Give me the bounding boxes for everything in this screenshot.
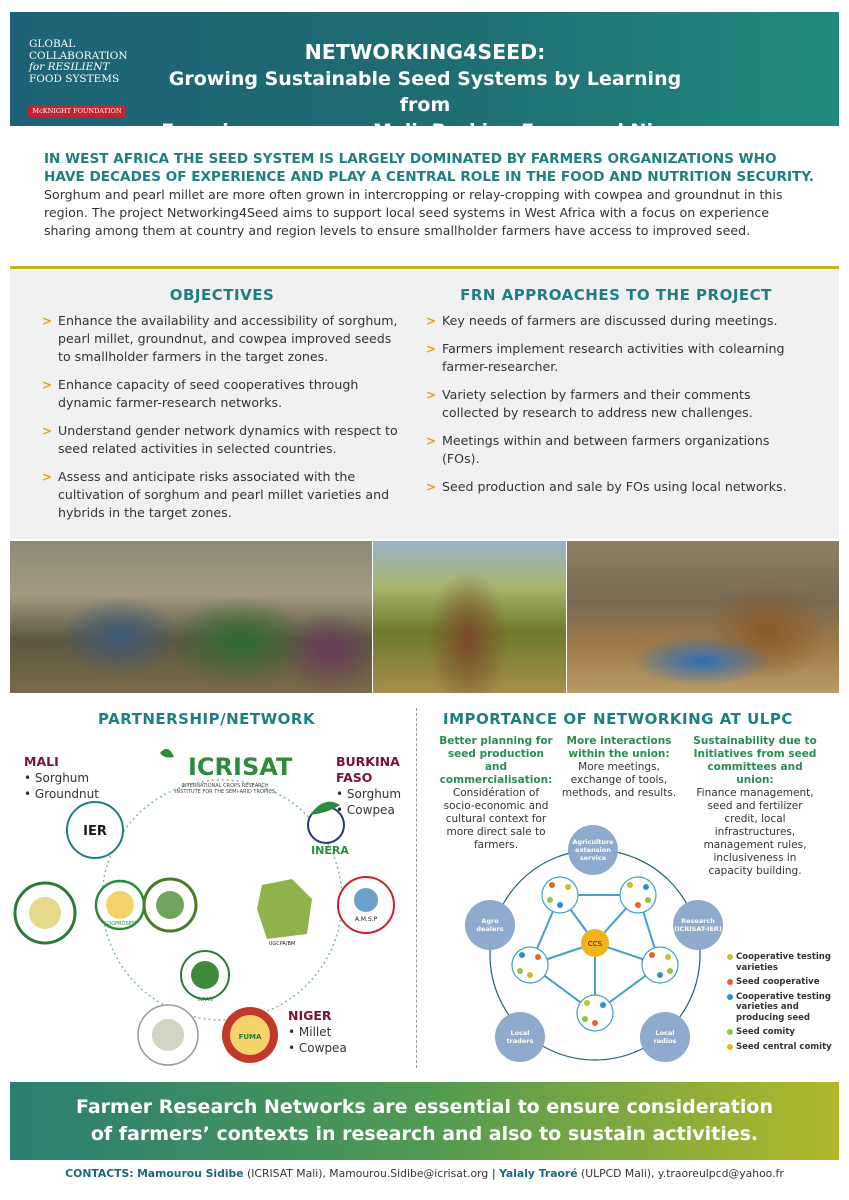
svg-text:IER: IER — [83, 824, 107, 839]
coop-logo-1 — [15, 883, 75, 943]
list-item: • Cowpea — [288, 1041, 347, 1055]
importance-col-interactions — [560, 735, 678, 800]
ulpc-network-diagram — [460, 825, 725, 1075]
node-label: Local — [510, 1029, 530, 1037]
importance-text: More meetings, exchange of tools, methods, and results. — [561, 761, 677, 799]
column-divider — [416, 708, 417, 1068]
country-mali — [24, 754, 99, 802]
list-item: > Variety selection by farmers and their comments collected by research to address new challenges. — [426, 387, 753, 420]
node-label: (ICRISAT-IER) — [674, 925, 722, 933]
svg-text:UGCPA/BM: UGCPA/BM — [268, 941, 296, 947]
importance-heading: More interactions within the union: — [566, 735, 672, 760]
svg-text:INRAN: INRAN — [197, 997, 213, 1003]
contacts-label: CONTACTS: — [65, 1167, 134, 1180]
svg-text:INERA: INERA — [311, 844, 349, 857]
brand-line: FOOD SYSTEMS — [29, 72, 120, 85]
icrisat-subtitle: INTERNATIONAL CROPS RESEARCH — [181, 783, 269, 789]
legend-dot-icon — [727, 994, 733, 1000]
legend-dot-icon — [727, 954, 733, 960]
chevron-right-icon: > — [426, 388, 437, 402]
country-name: BURKINA — [336, 754, 400, 769]
legend-dot-icon — [727, 1029, 733, 1035]
icrisat-name: ICRISAT — [188, 753, 293, 781]
country-name: MALI — [24, 754, 59, 769]
brand-line: COLLABORATION — [29, 49, 128, 62]
chevron-right-icon: > — [426, 480, 437, 494]
list-item: > Meetings within and between farmers organizations (FOs). — [426, 433, 770, 466]
ier-logo — [67, 802, 123, 858]
legend-item: Seed central comity — [727, 1042, 849, 1053]
legend-item: Seed cooperative — [727, 977, 849, 988]
chevron-right-icon: > — [42, 424, 53, 438]
importance-text: Considération of socio-economic and cultural context for more direct sale to farmers. — [443, 787, 549, 851]
contact-separator: | — [491, 1167, 496, 1180]
list-item: > Understand gender network dynamics with respect to seed related activities in selected countries. — [42, 423, 398, 456]
chevron-right-icon: > — [426, 342, 437, 356]
list-item: • Millet — [288, 1025, 332, 1039]
node-label: extension — [575, 846, 611, 854]
node-label: Agro — [481, 917, 499, 925]
country-niger — [288, 1008, 347, 1056]
contact-name: Mamourou Sidibe — [137, 1167, 244, 1180]
importance-heading: Better planning for seed production and commercialisation: — [439, 735, 553, 786]
contact-name: Yalaly Traoré — [499, 1167, 578, 1180]
contact-info: (ULPCD Mali), y.traoreulpcd@yahoo.fr — [580, 1167, 784, 1180]
conclusion-text: Farmer Research Networks are essential to ensure consideration of farmers’ contexts in research and also to sustain activities. — [76, 1096, 773, 1145]
list-item: > Key needs of farmers are discussed during meetings. — [426, 313, 778, 328]
diagram-legend — [727, 952, 849, 1056]
approaches-column — [426, 286, 806, 506]
node-label: Local — [655, 1029, 675, 1037]
legend-item: Cooperative testing varieties — [727, 952, 849, 973]
conclusion-banner — [10, 1082, 839, 1160]
node-label: Agriculture — [572, 838, 614, 846]
ccs-label: CCS — [587, 940, 603, 948]
node-label: service — [579, 854, 607, 862]
contacts-line — [10, 1167, 839, 1180]
svg-text:FUMA: FUMA — [238, 1033, 262, 1041]
foundation-badge: McKNIGHT FOUNDATION — [28, 105, 126, 117]
importance-title: IMPORTANCE OF NETWORKING AT ULPC — [443, 710, 793, 728]
list-item: > Assess and anticipate risks associated with the cultivation of sorghum and pearl millet varieties and hybrids in the target zones. — [42, 469, 390, 520]
objectives-column — [42, 286, 402, 532]
brand-line: GLOBAL — [29, 38, 76, 50]
intro-lead: IN WEST AFRICA THE SEED SYSTEM IS LARGELY DOMINATED BY FARMERS ORGANIZATIONS WHO HAVE DECADES OF EXPERIENCE AND PLAY A CENTRAL ROLE IN THE FOOD AND NUTRITION SECURITY. — [44, 151, 815, 185]
country-burkina-faso — [336, 754, 401, 818]
chevron-right-icon: > — [426, 314, 437, 328]
svg-text:A.M.S.P: A.M.S.P — [354, 916, 378, 923]
title-main: NETWORKING4SEED: — [304, 40, 546, 64]
title-sub-2: Experiences across Mali, Burkina Faso, and Niger — [161, 120, 689, 142]
partnership-title: PARTNERSHIP/NETWORK — [98, 710, 316, 728]
node-label: dealers — [476, 925, 504, 933]
title-sub-1: Growing Sustainable Seed Systems by Learning from — [168, 68, 682, 116]
intro-body: Sorghum and pearl millet are more often grown in intercropping or relay-cropping with cowpea and groundnut in this region. The project Networking4Seed aims to support local seed systems in West Africa with a focus on experience sharing among them at country and region levels to ensure smallholder farmers have access to improved seed. — [44, 187, 783, 238]
list-item: > Enhance capacity of seed cooperatives through dynamic farmer-research networks. — [42, 377, 359, 410]
list-item: > Enhance the availability and accessibility of sorghum, pearl millet, groundnut, and cowpea improved seeds to smallholder farmers in the target zones. — [42, 313, 398, 364]
chevron-right-icon: > — [42, 314, 53, 328]
mooriben-logo — [138, 1005, 198, 1065]
niger-logo-1 — [181, 951, 229, 1003]
list-item: • Sorghum — [24, 771, 90, 785]
coop-logo-3 — [144, 879, 196, 931]
node-label: Research — [681, 917, 715, 925]
list-item: > Seed production and sale by FOs using local networks. — [426, 479, 787, 494]
list-item: • Cowpea — [336, 803, 395, 817]
approaches-list — [426, 312, 806, 496]
svg-text:COOPROSEM: COOPROSEM — [103, 921, 137, 927]
header-banner — [10, 12, 839, 142]
legend-dot-icon — [727, 979, 733, 985]
approaches-title: FRN APPROACHES TO THE PROJECT — [460, 286, 772, 304]
photo-seed-display — [567, 541, 839, 693]
leaf-icon — [160, 749, 174, 758]
country-name: NIGER — [288, 1008, 332, 1023]
legend-item: Seed comity — [727, 1027, 849, 1038]
contact-info: (ICRISAT Mali), Mamourou.Sidibe@icrisat.org — [247, 1167, 489, 1180]
amsp-logo — [338, 877, 394, 933]
icrisat-subtitle: INSTITUTE FOR THE SEMI-ARID TROPICS — [174, 789, 276, 795]
chevron-right-icon: > — [426, 434, 437, 448]
photo-farmers-meeting — [10, 541, 372, 693]
objectives-title: OBJECTIVES — [169, 286, 275, 304]
legend-dot-icon — [727, 1044, 733, 1050]
importance-heading: Sustainability due to Initiatives from seed committees and union: — [693, 735, 817, 786]
photo-field-visit — [373, 541, 566, 693]
list-item: • Sorghum — [336, 787, 402, 801]
list-item: • Groundnut — [24, 787, 99, 801]
list-item: > Farmers implement research activities with colearning farmer-researcher. — [426, 341, 785, 374]
chevron-right-icon: > — [42, 470, 53, 484]
brand-line: for RESILIENT — [29, 61, 110, 73]
objectives-list — [42, 312, 402, 522]
chevron-right-icon: > — [42, 378, 53, 392]
legend-item: Cooperative testing varieties and producing seed — [727, 992, 849, 1024]
poster-title — [150, 39, 700, 144]
country-name: FASO — [336, 770, 373, 785]
node-label: radios — [653, 1037, 677, 1045]
icrisat-logo — [160, 749, 293, 795]
ugcpa-logo — [257, 879, 312, 947]
intro-section — [44, 150, 819, 240]
brand-logo — [29, 39, 128, 85]
importance-text: Finance management, seed and fertilizer credit, local infrastructures, management rules, inclusiveness in capacity building. — [696, 787, 814, 877]
fuma-logo — [222, 1007, 278, 1063]
node-label: traders — [506, 1037, 534, 1045]
coop-logo-2 — [96, 881, 144, 929]
